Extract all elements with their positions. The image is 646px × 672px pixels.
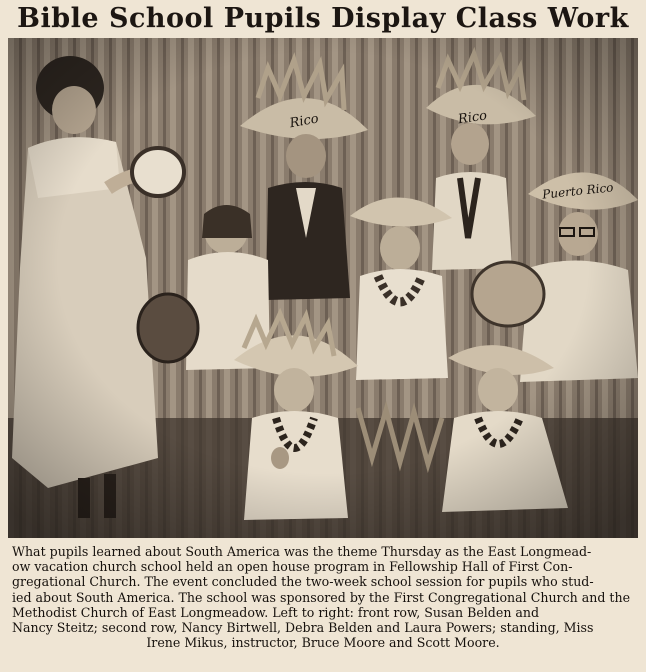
caption-line-2: ow vacation church school held an open house program in Fellowship Hall of First Con- (12, 559, 573, 575)
caption-line-3: gregational Church. The event concluded the two-week school session for pupils who stud- (12, 574, 594, 590)
caption-line-7: Irene Mikus, instructor, Bruce Moore and Scott Moore. (146, 635, 500, 651)
photograph (8, 38, 638, 538)
caption-line-1: What pupils learned about South America was the theme Thursday as the East Longmead- (12, 544, 592, 559)
photo-vignette (8, 38, 638, 538)
headline: Bible School Pupils Display Class Work (17, 3, 629, 34)
caption-line-6: Nancy Steitz; second row, Nancy Birtwell, Debra Belden and Laura Powers; standing, Miss (12, 620, 594, 636)
caption (12, 544, 634, 650)
caption-line-5: Methodist Church of East Longmeadow. Left to right: front row, Susan Belden and (12, 604, 540, 620)
caption-line-4: ied about South America. The school was sponsored by the First Congregational Church and the (12, 589, 631, 605)
